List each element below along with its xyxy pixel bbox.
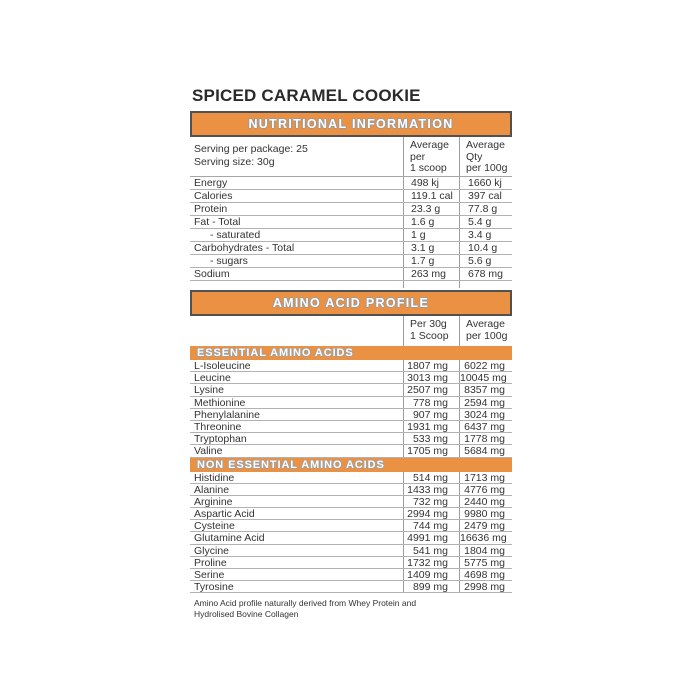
footnote — [190, 598, 512, 619]
essential-section-header — [190, 346, 512, 360]
row-label: Sodium — [194, 268, 230, 280]
row-value-per-scoop: 1931 mg — [403, 421, 459, 432]
row-value-per-100g: 5.6 g — [459, 255, 512, 267]
table-row — [190, 496, 512, 508]
serving-size: Serving size: 30g — [194, 156, 275, 168]
table-row — [190, 255, 512, 268]
row-label: Valine — [194, 445, 223, 457]
column-header-line: Qty — [466, 150, 483, 163]
row-value-per-scoop: 533 mg — [403, 433, 459, 444]
column-header-line: 1 Scoop — [410, 329, 449, 342]
nutrition-label — [190, 86, 512, 619]
row-value-per-scoop: 263 mg — [403, 268, 459, 280]
row-value-per-100g: 10045 mg — [459, 372, 512, 383]
row-label: Serine — [194, 569, 225, 581]
row-value-per-100g: 5.4 g — [459, 216, 512, 228]
column-header-per-30g — [403, 316, 459, 346]
row-value-per-100g: 6022 mg — [459, 360, 512, 371]
nonessential-amino-table — [190, 472, 512, 594]
row-value-per-100g: 3024 mg — [459, 409, 512, 420]
row-value-per-100g: 3.4 g — [459, 229, 512, 241]
footnote-line: Amino Acid profile naturally derived from Whey Protein and — [194, 598, 417, 609]
row-label: Alanine — [194, 483, 230, 495]
row-value-per-100g: 9980 mg — [459, 508, 512, 519]
row-label: Carbohydrates - Total — [194, 242, 295, 254]
column-header-line: Average — [466, 139, 505, 151]
row-value-per-100g: 1713 mg — [459, 472, 512, 483]
table-row — [190, 433, 512, 445]
row-label: - sugars — [210, 255, 248, 267]
nutrition-banner — [190, 111, 512, 137]
row-value-per-100g: 2998 mg — [459, 581, 512, 592]
row-value-per-100g: 8357 mg — [459, 384, 512, 395]
row-value-per-100g: 77.8 g — [459, 203, 512, 215]
column-header-line: per — [410, 150, 426, 163]
table-row — [190, 190, 512, 203]
table-row — [190, 508, 512, 520]
row-value-per-scoop: 3013 mg — [403, 372, 459, 383]
row-value-per-100g: 678 mg — [459, 268, 512, 280]
page-title: SPICED CARAMEL COOKIE — [192, 86, 421, 105]
serving-per-package: Serving per package: 25 — [194, 143, 308, 155]
row-label: Protein — [194, 203, 228, 215]
row-value-per-scoop: 1.7 g — [403, 255, 459, 267]
row-value-per-100g: 4698 mg — [459, 569, 512, 580]
table-row — [190, 360, 512, 372]
table-row — [190, 216, 512, 229]
row-value-per-scoop: 1732 mg — [403, 557, 459, 568]
row-value-per-scoop: 1409 mg — [403, 569, 459, 580]
column-header-line: Average — [410, 139, 449, 151]
row-label: Leucine — [194, 372, 231, 384]
column-header-per-100g — [459, 137, 512, 176]
table-row — [190, 372, 512, 384]
essential-section-label: ESSENTIAL AMINO ACIDS — [197, 347, 354, 359]
table-row — [190, 545, 512, 557]
row-value-per-100g: 10.4 g — [459, 242, 512, 254]
row-label: Lysine — [194, 384, 224, 396]
column-header-line: Per 30g — [410, 318, 447, 330]
tail-spacer — [459, 281, 512, 288]
nutrition-table-tail — [190, 281, 512, 288]
row-value-per-100g: 6437 mg — [459, 421, 512, 432]
amino-banner-label: AMINO ACID PROFILE — [272, 296, 430, 310]
row-label: Tryptophan — [194, 433, 247, 445]
table-row — [190, 484, 512, 496]
table-row — [190, 421, 512, 433]
row-value-per-scoop: 778 mg — [403, 397, 459, 408]
amino-header-spacer — [190, 316, 403, 346]
amino-banner — [190, 290, 512, 316]
row-value-per-scoop: 899 mg — [403, 581, 459, 592]
table-row — [190, 177, 512, 190]
row-label: Glutamine Acid — [194, 532, 265, 544]
row-value-per-scoop: 1705 mg — [403, 445, 459, 456]
row-label: Methionine — [194, 396, 246, 408]
table-row — [190, 268, 512, 281]
row-value-per-scoop: 907 mg — [403, 409, 459, 420]
table-row — [190, 409, 512, 421]
table-row — [190, 242, 512, 255]
row-value-per-scoop: 744 mg — [403, 520, 459, 531]
table-row — [190, 384, 512, 396]
row-label: Threonine — [194, 420, 242, 433]
table-row — [190, 229, 512, 242]
row-value-per-100g: 2594 mg — [459, 397, 512, 408]
row-value-per-100g: 1660 kj — [459, 177, 512, 189]
row-label: Aspartic Acid — [194, 508, 255, 520]
table-row — [190, 557, 512, 569]
row-value-per-100g: 397 cal — [459, 190, 512, 202]
row-value-per-scoop: 1433 mg — [403, 484, 459, 495]
row-value-per-scoop: 732 mg — [403, 496, 459, 507]
amino-column-headers — [190, 316, 512, 346]
row-value-per-scoop: 119.1 cal — [403, 190, 459, 202]
row-label: Cysteine — [194, 520, 235, 532]
tail-spacer — [190, 281, 403, 288]
row-value-per-100g: 2479 mg — [459, 520, 512, 531]
row-value-per-scoop: 541 mg — [403, 545, 459, 556]
row-label: L-Isoleucine — [194, 360, 251, 372]
tail-spacer — [403, 281, 459, 288]
row-label: Tyrosine — [194, 581, 234, 593]
column-header-line: per 100g — [466, 329, 508, 342]
column-header-line: per 100g — [466, 162, 508, 174]
table-row — [190, 569, 512, 581]
row-label: Arginine — [194, 495, 233, 508]
row-value-per-scoop: 23.3 g — [403, 203, 459, 215]
row-value-per-100g: 4776 mg — [459, 484, 512, 495]
row-value-per-scoop: 4991 mg — [403, 532, 459, 543]
table-row — [190, 532, 512, 544]
row-label: Phenylalanine — [194, 408, 260, 420]
table-row — [190, 581, 512, 593]
nonessential-section-label: NON ESSENTIAL AMINO ACIDS — [197, 458, 385, 471]
row-label: - saturated — [210, 229, 261, 241]
row-label: Fat - Total — [194, 216, 241, 228]
row-value-per-scoop: 2507 mg — [403, 384, 459, 395]
row-value-per-100g: 1778 mg — [459, 433, 512, 444]
row-value-per-100g: 1804 mg — [459, 545, 512, 556]
row-label: Proline — [194, 556, 227, 568]
row-label: Glycine — [194, 544, 230, 556]
row-value-per-100g: 5684 mg — [459, 445, 512, 456]
serving-info — [190, 137, 403, 176]
column-header-line: 1 scoop — [410, 162, 447, 174]
footnote-line: Hydrolised Bovine Collagen — [194, 608, 299, 619]
row-value-per-scoop: 1 g — [403, 229, 459, 241]
column-header-avg-100g — [459, 316, 512, 346]
column-header-line: Average — [466, 318, 505, 330]
row-value-per-scoop: 2994 mg — [403, 508, 459, 519]
nutrition-banner-label: NUTRITIONAL INFORMATION — [248, 117, 454, 131]
table-row — [190, 397, 512, 409]
table-row — [190, 445, 512, 457]
nutrition-table — [190, 177, 512, 281]
nonessential-section-header — [190, 458, 512, 472]
row-value-per-100g: 5775 mg — [459, 557, 512, 568]
row-value-per-scoop: 514 mg — [403, 472, 459, 483]
row-value-per-100g: 16636 mg — [459, 532, 512, 543]
serving-header-row — [190, 137, 512, 177]
row-label: Histidine — [194, 471, 235, 483]
row-label: Energy — [194, 177, 228, 189]
essential-amino-table — [190, 360, 512, 458]
row-value-per-scoop: 1.6 g — [403, 216, 459, 228]
table-row — [190, 472, 512, 484]
row-value-per-scoop: 498 kj — [403, 177, 459, 189]
table-row — [190, 203, 512, 216]
row-value-per-scoop: 1807 mg — [403, 360, 459, 371]
row-label: Calories — [194, 190, 233, 202]
table-row — [190, 520, 512, 532]
column-header-per-scoop — [403, 137, 459, 176]
row-value-per-scoop: 3.1 g — [403, 242, 459, 254]
row-value-per-100g: 2440 mg — [459, 496, 512, 507]
